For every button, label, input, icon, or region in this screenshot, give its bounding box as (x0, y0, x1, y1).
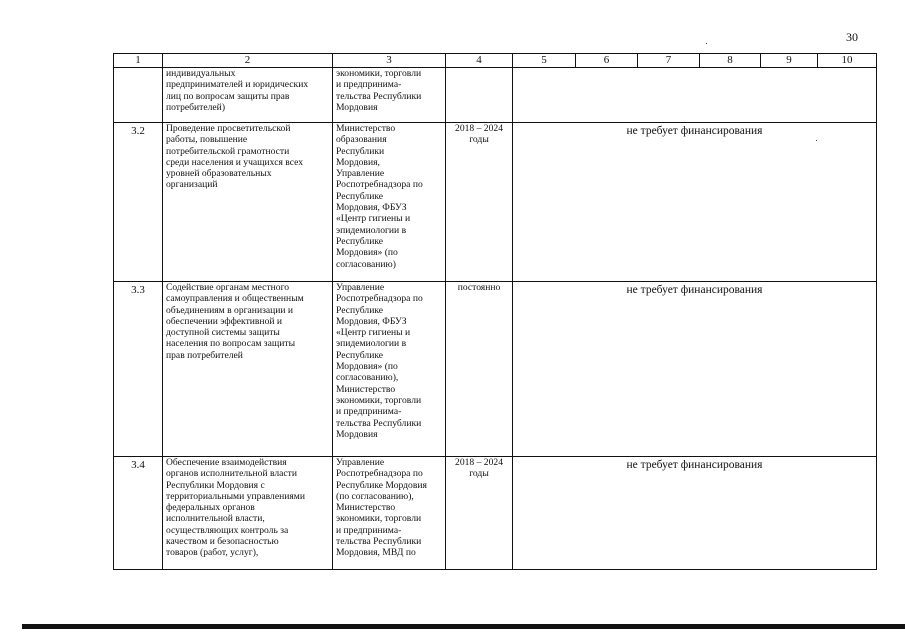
activity-cell: индивидуальных предпринимателей и юридических лиц по вопросам защиты прав потребителей) (163, 68, 333, 123)
column-header: 8 (700, 54, 761, 68)
responsible-cell: Управление Роспотребнадзора по Республике Мордовия (по согласованию), Министерство экономики, торговли и предпринима- тельства Республики Мордовия, МВД по (333, 457, 446, 570)
activity-cell: Проведение просветительской работы, повышение потребительской грамотности среди населения и учащихся всех уровней образовательных организаций (163, 123, 333, 282)
column-header: 6 (576, 54, 638, 68)
table-row (114, 457, 877, 570)
period-cell: 2018 – 2024 годы (446, 457, 513, 570)
column-header: 7 (638, 54, 700, 68)
financing-cell: не требует финансирования (513, 282, 877, 457)
column-header: 5 (513, 54, 576, 68)
program-activities-table (113, 53, 877, 570)
scan-frame-bottom-edge (22, 624, 905, 629)
row-number: 3.2 (114, 123, 163, 282)
column-header: 3 (333, 54, 446, 68)
column-header: 2 (163, 54, 333, 68)
column-number-header-row (114, 54, 877, 68)
responsible-cell: Управление Роспотребнадзора по Республике Мордовия, ФБУЗ «Центр гигиены и эпидемиологии в Республике Мордовия» (по согласованию), Министерство экономики, торговли и предпринима- тельства Республики Мордовия (333, 282, 446, 457)
financing-cell: не требует финансирования (513, 457, 877, 570)
period-cell (446, 68, 513, 123)
table-row (114, 282, 877, 457)
column-header: 9 (761, 54, 818, 68)
responsible-cell: Министерство образования Республики Мордовия, Управление Роспотребнадзора по Республике Мордовия, ФБУЗ «Центр гигиены и эпидемиологии в Республике Мордовия» (по согласованию) (333, 123, 446, 282)
row-number (114, 68, 163, 123)
scan-speck (706, 43, 707, 44)
page-number: 30 (846, 30, 858, 44)
period-cell: постоянно (446, 282, 513, 457)
column-header: 4 (446, 54, 513, 68)
table-row (114, 123, 877, 282)
scan-speck (816, 140, 817, 141)
activity-cell: Содействие органам местного самоуправления и общественным объединениям в организации и обеспечении эффективной и доступной системы защиты населения по вопросам защиты прав потребителей (163, 282, 333, 457)
financing-cell: не требует финансирования (513, 123, 877, 282)
row-number: 3.4 (114, 457, 163, 570)
activity-cell: Обеспечение взаимодействия органов исполнительной власти Республики Мордовия с территориальными управлениями федеральных органов исполнительной власти, осуществляющих контроль за качеством и безопасностью товаров (работ, услуг), (163, 457, 333, 570)
table-row (114, 68, 877, 123)
period-cell: 2018 – 2024 годы (446, 123, 513, 282)
responsible-cell: экономики, торговли и предпринима- тельства Республики Мордовия (333, 68, 446, 123)
column-header: 1 (114, 54, 163, 68)
column-header: 10 (818, 54, 877, 68)
financing-cell (513, 68, 877, 123)
row-number: 3.3 (114, 282, 163, 457)
